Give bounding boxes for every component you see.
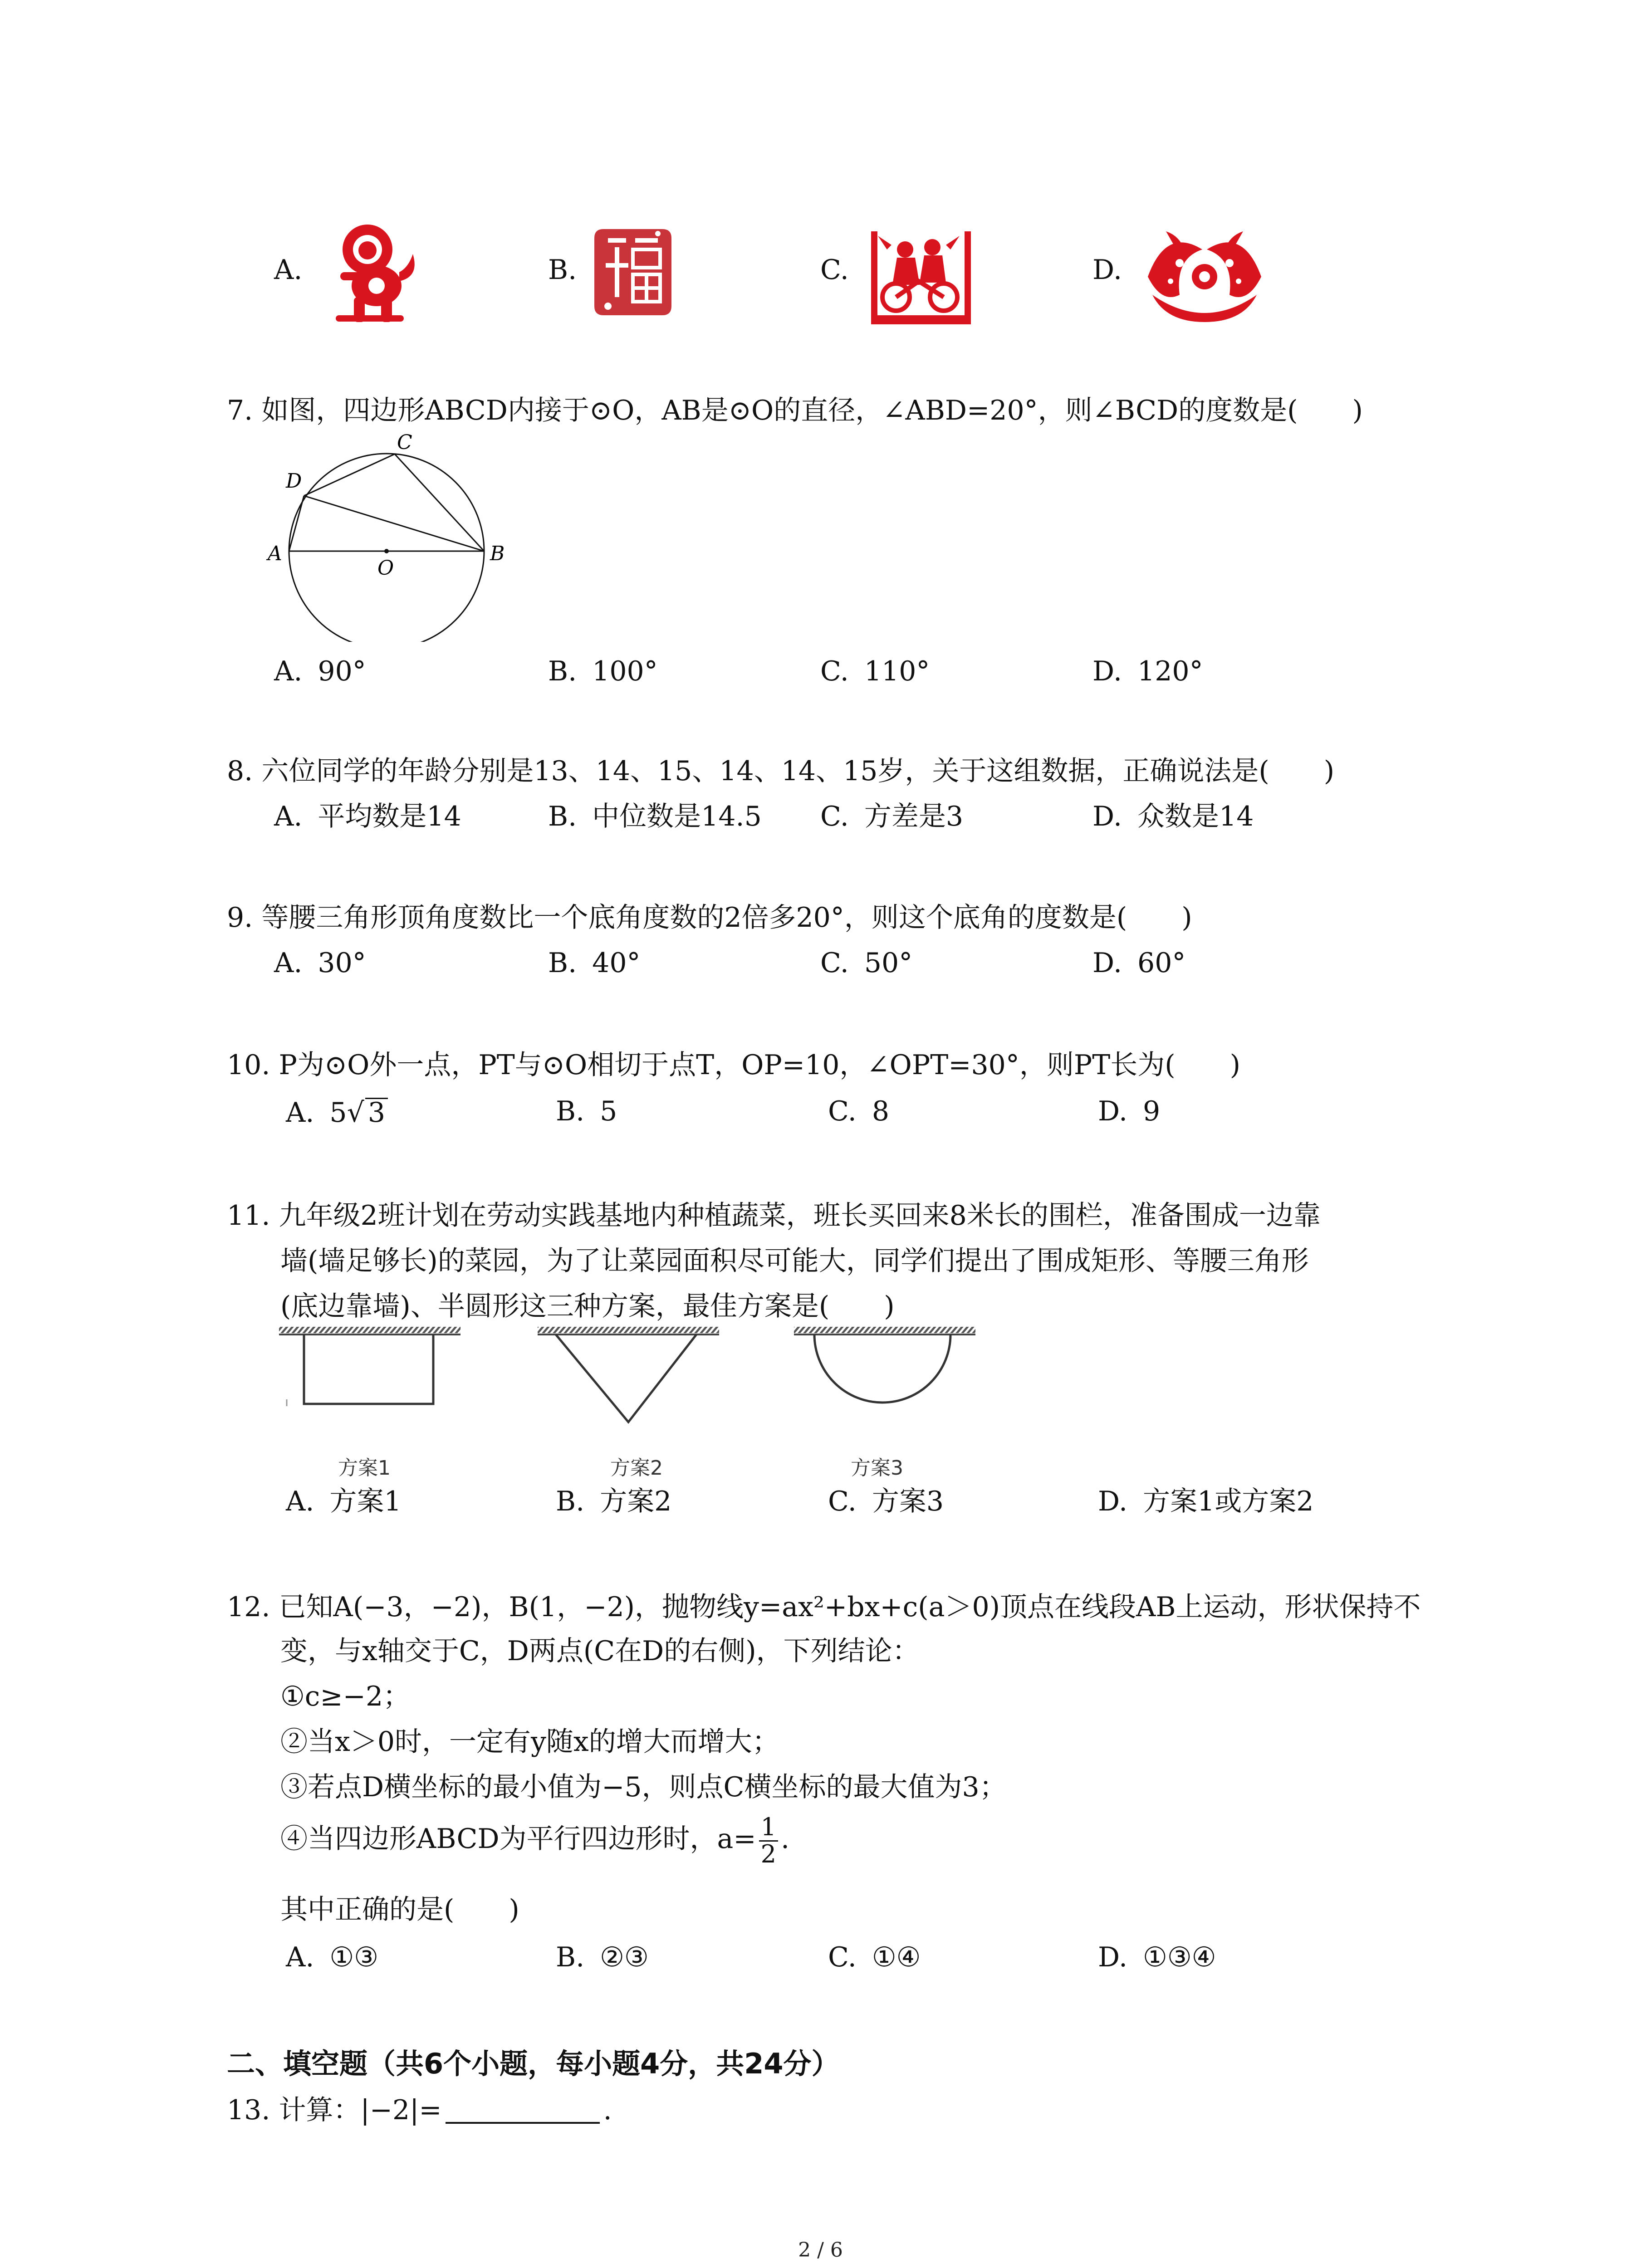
q8-stem: 8. 六位同学的年龄分别是13、14、15、14、14、15岁，关于这组数据，正确说法是( ) [227, 755, 1335, 787]
q11-figure-label-2: 方案2 [610, 1457, 663, 1480]
q12-option-b: B. ②③ [556, 1941, 649, 1973]
q10-option-a: A. 5√ 3 [286, 1098, 388, 1126]
q12-statement-3: ③若点D横坐标的最小值为−5，则点C横坐标的最大值为3； [280, 1771, 1007, 1803]
q7-stem: 7. 如图，四边形ABCD内接于⊙O，AB是⊙O的直径，∠ABD=20°，则∠BCD的度数是( ) [227, 395, 1363, 426]
q11-figure-label-3: 方案3 [851, 1457, 903, 1480]
q7-option-a: A. 90° [274, 655, 366, 687]
q11-option-a: A. 方案1 [286, 1486, 402, 1517]
q7-label-o: O [377, 557, 394, 580]
q12-statement-4: ④当四边形ABCD为平行四边形时，a= $\frac{1}{2}$ . [280, 1813, 790, 1868]
q7-option-b: B. 100° [548, 655, 658, 687]
q8-option-b: B. 中位数是14.5 [548, 801, 762, 832]
q6-option-b: B. [548, 254, 577, 286]
q6-option-a: A. [274, 254, 303, 286]
q9-option-d: D. 60° [1092, 947, 1186, 979]
q12-option-d: D. ①③④ [1098, 1941, 1216, 1973]
q9-option-b: B. 40° [548, 947, 641, 979]
q10-option-c: C. 8 [828, 1095, 890, 1127]
q12-stem-line-2: 变，与x轴交于C，D两点(C在D的右侧)，下列结论： [280, 1635, 920, 1667]
q12-ask: 其中正确的是( ) [280, 1894, 519, 1926]
fu-character-papercut-icon [590, 220, 676, 324]
q11-figure-label-1: 方案1 [338, 1457, 391, 1480]
q8-option-c: C. 方差是3 [820, 801, 964, 832]
q9-option-c: C. 50° [820, 947, 913, 979]
q11-stem-line-2: 墙(墙足够长)的菜园，为了让菜园面积尽可能大，同学们提出了围成矩形、等腰三角形 [280, 1245, 1309, 1277]
page-number: 2 / 6 [798, 2239, 843, 2262]
q12-statement-2: ②当x＞0时，一定有y随x的增大而增大； [280, 1726, 779, 1758]
q8-option-a: A. 平均数是14 [274, 801, 461, 832]
q12-statement-1: ①c≥−2； [280, 1681, 411, 1712]
q11-fence-figures [277, 1325, 985, 1429]
q11-option-d: D. 方案1或方案2 [1098, 1486, 1314, 1517]
q7-option-c: C. 110° [820, 655, 930, 687]
q9-option-a: A. 30° [274, 947, 366, 979]
q6-option-d: D. [1092, 254, 1122, 286]
q13-answer-blank[interactable] [446, 2096, 600, 2124]
q12-option-c: C. ①④ [828, 1941, 921, 1973]
q8-option-d: D. 众数是14 [1092, 801, 1254, 832]
q10-stem: 10. P为⊙O外一点，PT与⊙O相切于点T，OP=10，∠OPT=30°，则PT长为( ) [227, 1049, 1241, 1081]
q11-option-b: B. 方案2 [556, 1486, 672, 1517]
q12-stem-line-1: 12. 已知A(−3，−2)，B(1，−2)，抛物线y=ax²+bx+c(a＞0)顶点在线段AB上运动，形状保持不 [227, 1591, 1421, 1623]
q13-stem: 13. 计算：|−2|= . [227, 2094, 612, 2126]
cyclists-papercut-icon [869, 222, 973, 327]
q6-option-c: C. [820, 254, 849, 286]
q11-option-c: C. 方案3 [828, 1486, 944, 1517]
q11-stem-line-1: 11. 九年级2班计划在劳动实践基地内种植蔬菜，班长买回来8米长的围栏，准备围成一边靠 [227, 1200, 1321, 1232]
q7-circle-figure [259, 429, 508, 642]
q12-option-a: A. ①③ [286, 1941, 378, 1973]
q7-label-a: A [268, 542, 282, 565]
q7-label-c: C [397, 431, 412, 454]
section-2-heading: 二、填空题（共6个小题，每小题4分，共24分） [227, 2047, 840, 2080]
q10-option-b: B. 5 [556, 1095, 617, 1127]
fish-papercut-icon [1139, 222, 1270, 327]
q12-fraction: $\frac{1}{2}$ [759, 1814, 778, 1867]
monkey-papercut-icon [327, 218, 422, 327]
q7-label-d: D [286, 469, 302, 493]
q9-stem: 9. 等腰三角形顶角度数比一个底角度数的2倍多20°，则这个底角的度数是( ) [227, 902, 1192, 934]
q10-option-d: D. 9 [1098, 1095, 1161, 1127]
q7-option-d: D. 120° [1092, 655, 1203, 687]
q11-stem-line-3: (底边靠墙)、半圆形这三种方案，最佳方案是( ) [280, 1290, 895, 1322]
q7-label-b: B [490, 542, 505, 565]
